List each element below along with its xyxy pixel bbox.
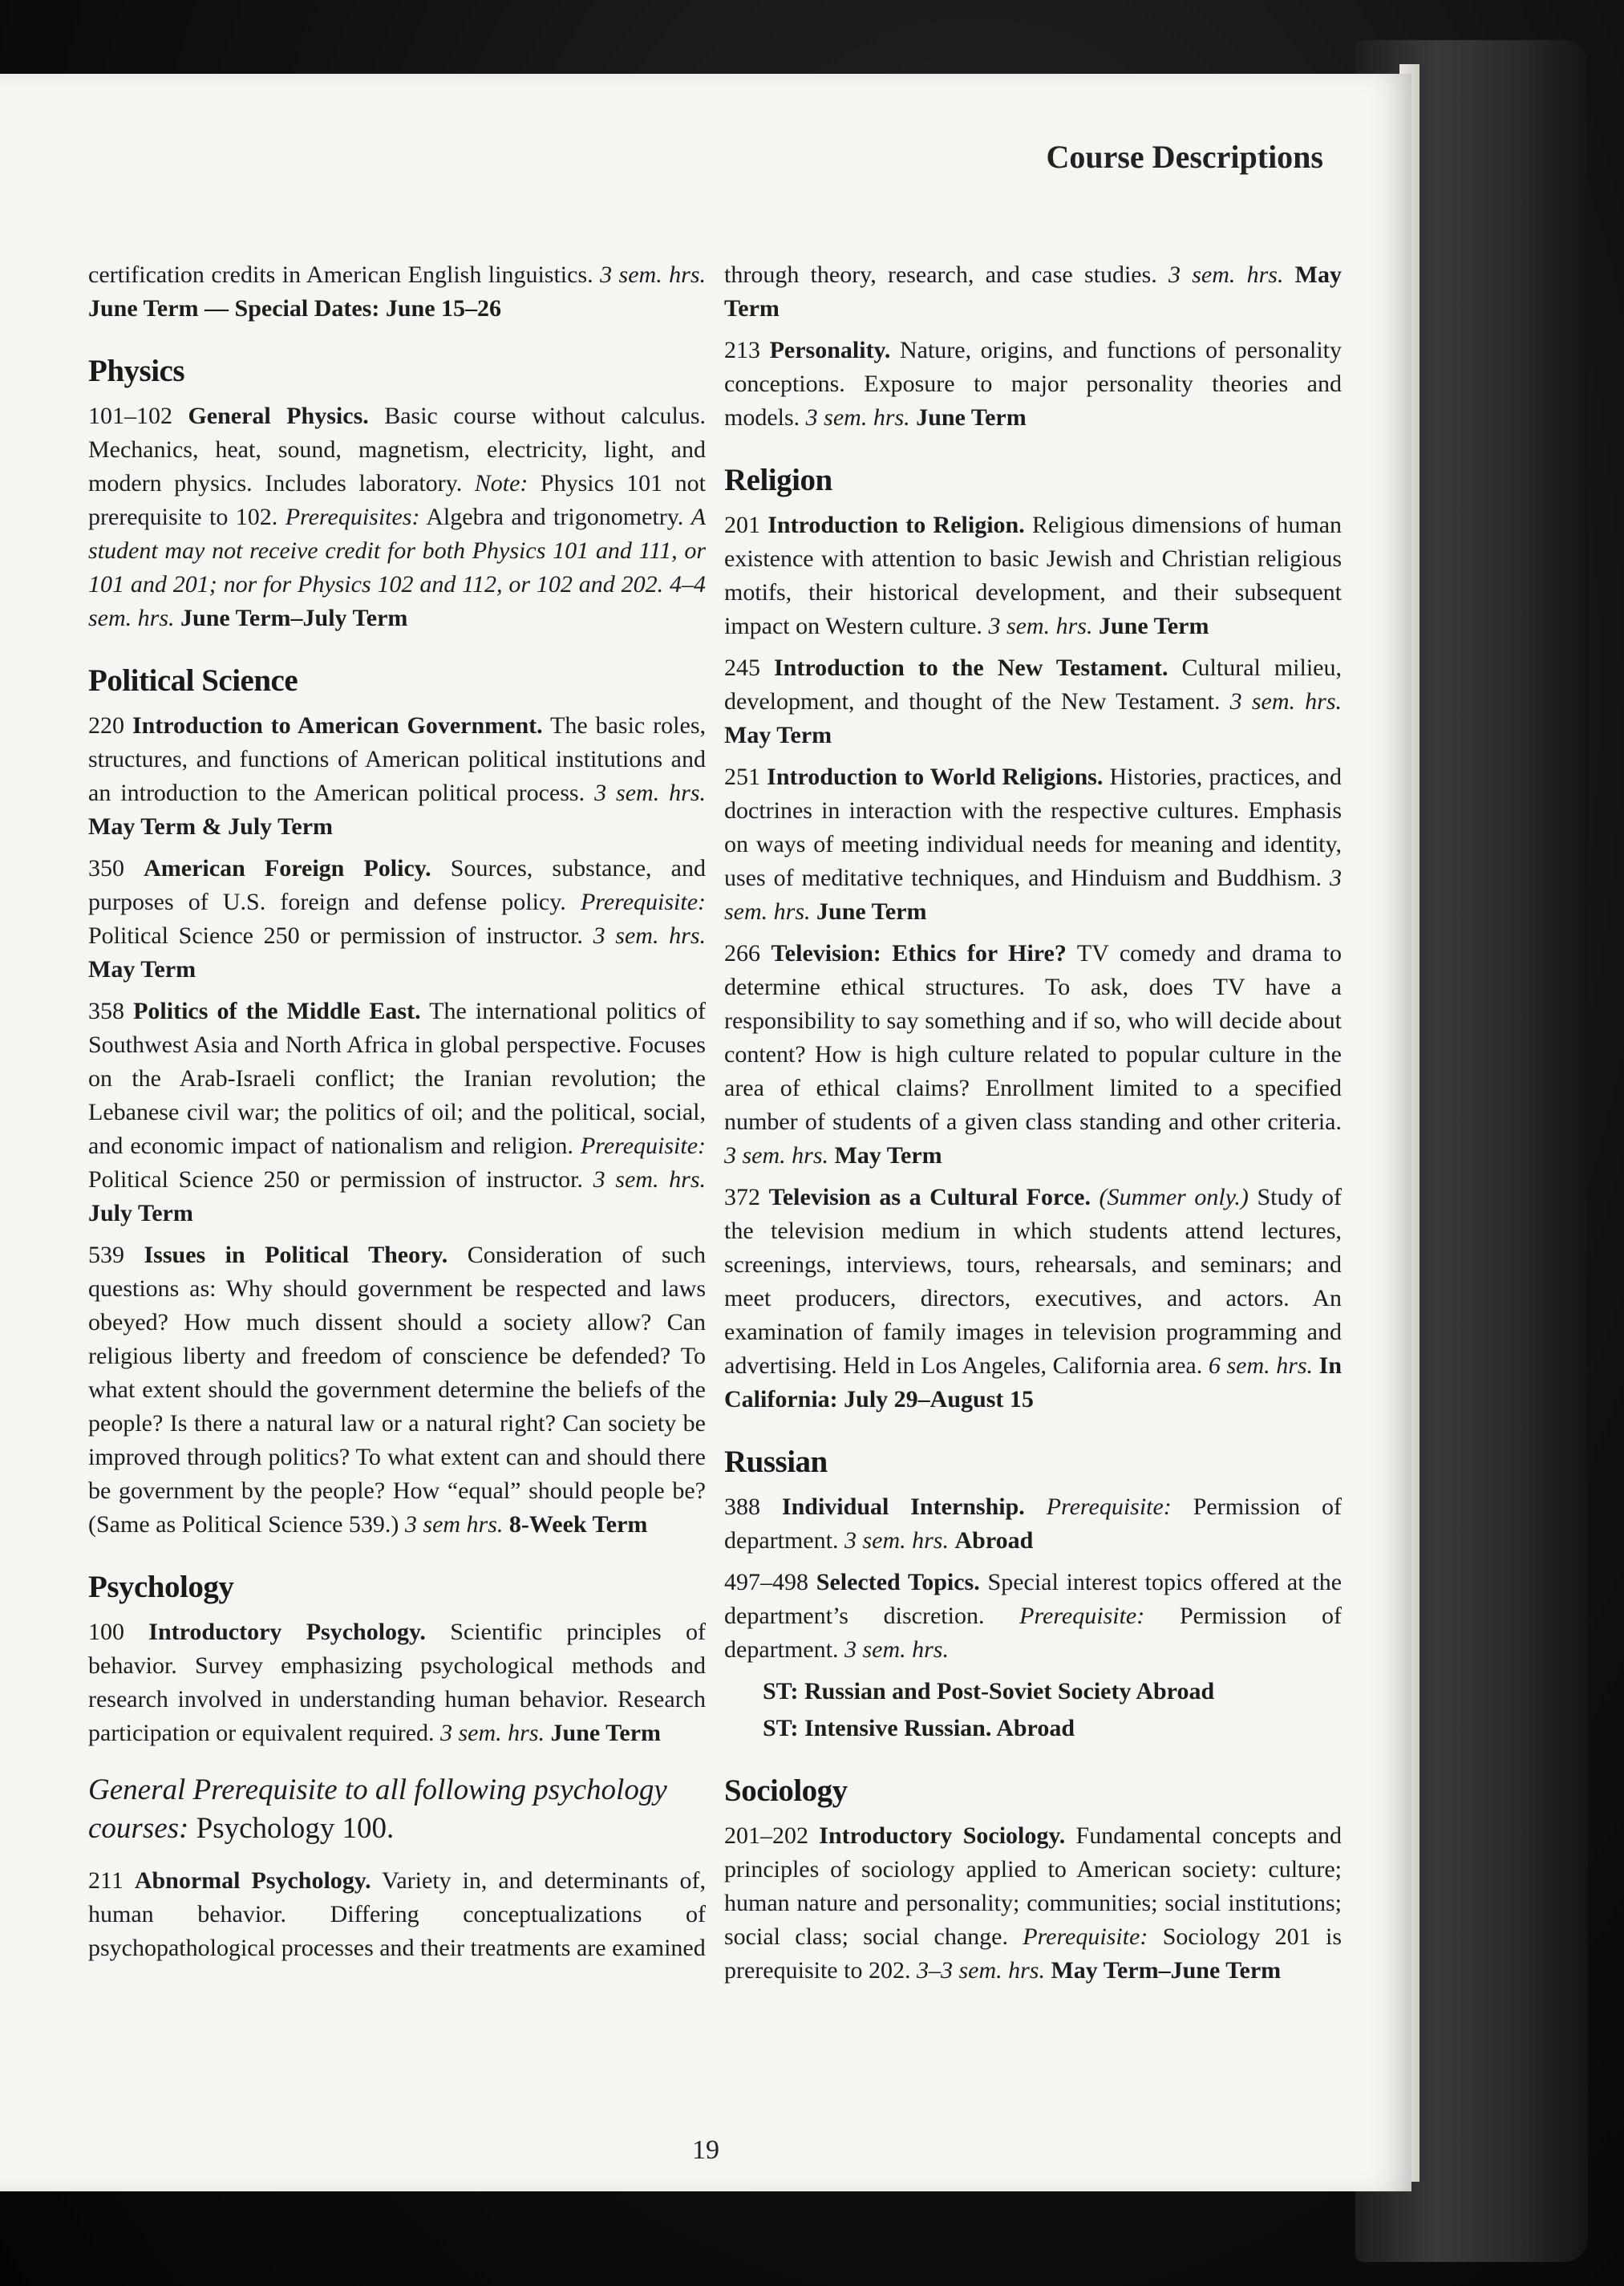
running-head: Course Descriptions xyxy=(1046,139,1323,175)
course-entry: 100 Introductory Psychology. Scientific principles of behavior. Survey emphasizing psychological methods and research involved in understanding human behavior. Research participation or equivalent required. 3 sem. hrs. June Term xyxy=(88,1619,707,1746)
section-heading-physics: Physics xyxy=(88,354,185,388)
course-entry: 245 Introduction to the New Testament. Cultural milieu, development, and thought of the New Testament. 3 sem. hrs. May Term xyxy=(724,655,1342,748)
section-heading-psychology: Psychology xyxy=(88,1570,234,1604)
course-entry: 350 American Foreign Policy. Sources, substance, and purposes of U.S. foreign and defense policy. Prerequisite: Political Science 250 or permission of instructor. 3 sem. hrs. May Term xyxy=(88,855,707,983)
book-page xyxy=(0,74,1411,2191)
course-entry: 220 Introduction to American Government. The basic roles, structures, and functions of American political institutions and an introduction to the American political process. 3 sem. hrs. May Term & July Term xyxy=(88,712,707,840)
section-heading-russian: Russian xyxy=(724,1445,828,1479)
general-prerequisite-note: General Prerequisite to all following psychology courses: Psychology 100. xyxy=(88,1773,667,1845)
course-entry: 266 Television: Ethics for Hire? TV comedy and drama to determine ethical structures. To ask, does TV have a responsibility to say something and if so, who will decide about content? How is high culture related to popular culture in the area of ethical claims? Enrollment limited to a specified number of students of a given class standing and other criteria. 3 sem. hrs. May Term xyxy=(724,940,1342,1169)
course-entry: 211 Abnormal Psychology. Variety in, and determinants of, human behavior. Differing conceptualizations of psychopathological processes and their treatments are examined xyxy=(88,1867,706,1961)
left-column xyxy=(88,258,706,1973)
page-number: 19 xyxy=(692,2135,719,2165)
course-entry: 201–202 Introductory Sociology. Fundamental concepts and principles of sociology applied to American society: culture; human nature and personality; communities; social institutions; social class; social change. Prerequisite: Sociology 201 is prerequisite to 202. 3–3 sem. hrs. May Term–June Term xyxy=(724,1822,1342,1984)
special-topic-item: ST: Intensive Russian. Abroad xyxy=(763,1715,1075,1741)
section-heading-political-science: Political Science xyxy=(88,663,298,698)
course-entry: 251 Introduction to World Religions. Histories, practices, and doctrines in interaction with the respective cultures. Emphasis on ways of meeting individual needs for meaning and identity, uses of meditative techniques, and Hinduism and Buddhism. 3 sem. hrs. June Term xyxy=(724,764,1342,925)
special-topic-item: ST: Russian and Post-Soviet Society Abroad xyxy=(763,1678,1215,1704)
course-entry: 358 Politics of the Middle East. The international politics of Southwest Asia and North Africa in global perspective. Focuses on the Arab-Israeli conflict; the Iranian revolution; the Lebanese civil war; the politics of oil; and the political, social, and economic impact of nationalism and religion. Prerequisite: Political Science 250 or permission of instructor. 3 sem. hrs. July Term xyxy=(88,998,707,1226)
course-entry: 497–498 Selected Topics. Special interest topics offered at the department’s discretion. Prerequisite: Permission of department. 3 sem. hrs. xyxy=(724,1569,1343,1663)
right-column xyxy=(724,258,1342,1996)
section-heading-sociology: Sociology xyxy=(724,1773,848,1808)
course-entry: 388 Individual Internship. Prerequisite: Permission of department. 3 sem. hrs. Abroad xyxy=(724,1494,1342,1554)
course-entry: 213 Personality. Nature, origins, and functions of personality conceptions. Exposure to major personality theories and models. 3 sem. hrs. June Term xyxy=(724,337,1343,431)
course-entry: 101–102 General Physics. Basic course without calculus. Mechanics, heat, sound, magnetism, electricity, light, and modern physics. Includes laboratory. Note: Physics 101 not prerequisite to 102. Prerequisites: Algebra and trigonometry. A student may not receive credit for both Physics 101 and 111, or 101 and 201; nor for Physics 102 and 112, or 102 and 202. 4–4 sem. hrs. June Term–July Term xyxy=(88,403,707,631)
course-entry: through theory, research, and case studies. 3 sem. hrs. May Term xyxy=(724,261,1342,322)
course-entry: certification credits in American English linguistics. 3 sem. hrs. June Term — Special Dates: June 15–26 xyxy=(88,261,707,322)
section-heading-religion: Religion xyxy=(724,463,832,497)
course-entry: 201 Introduction to Religion. Religious dimensions of human existence with attention to basic Jewish and Christian religious motifs, their historical development, and their subsequent impact on Western culture. 3 sem. hrs. June Term xyxy=(724,512,1343,639)
course-entry: 539 Issues in Political Theory. Consideration of such questions as: Why should government be respected and laws obeyed? How much dissent should a society allow? Can religious liberty and freedom of conscience be defended? To what extent should the government determine the beliefs of the people? Is there a natural law or a natural right? Can society be improved through politics? To what extent can and should there be government by the people? How “equal” should people be? (Same as Political Science 539.) 3 sem hrs. 8-Week Term xyxy=(88,1242,706,1538)
course-entry: 372 Television as a Cultural Force. (Summer only.) Study of the television medium in which students attend lectures, screenings, interviews, tours, rehearsals, and seminars; and meet producers, directors, executives, and actors. An examination of family images in television programming and advertising. Held in Los Angeles, California area. 6 sem. hrs. In California: July 29–August 15 xyxy=(724,1184,1343,1413)
